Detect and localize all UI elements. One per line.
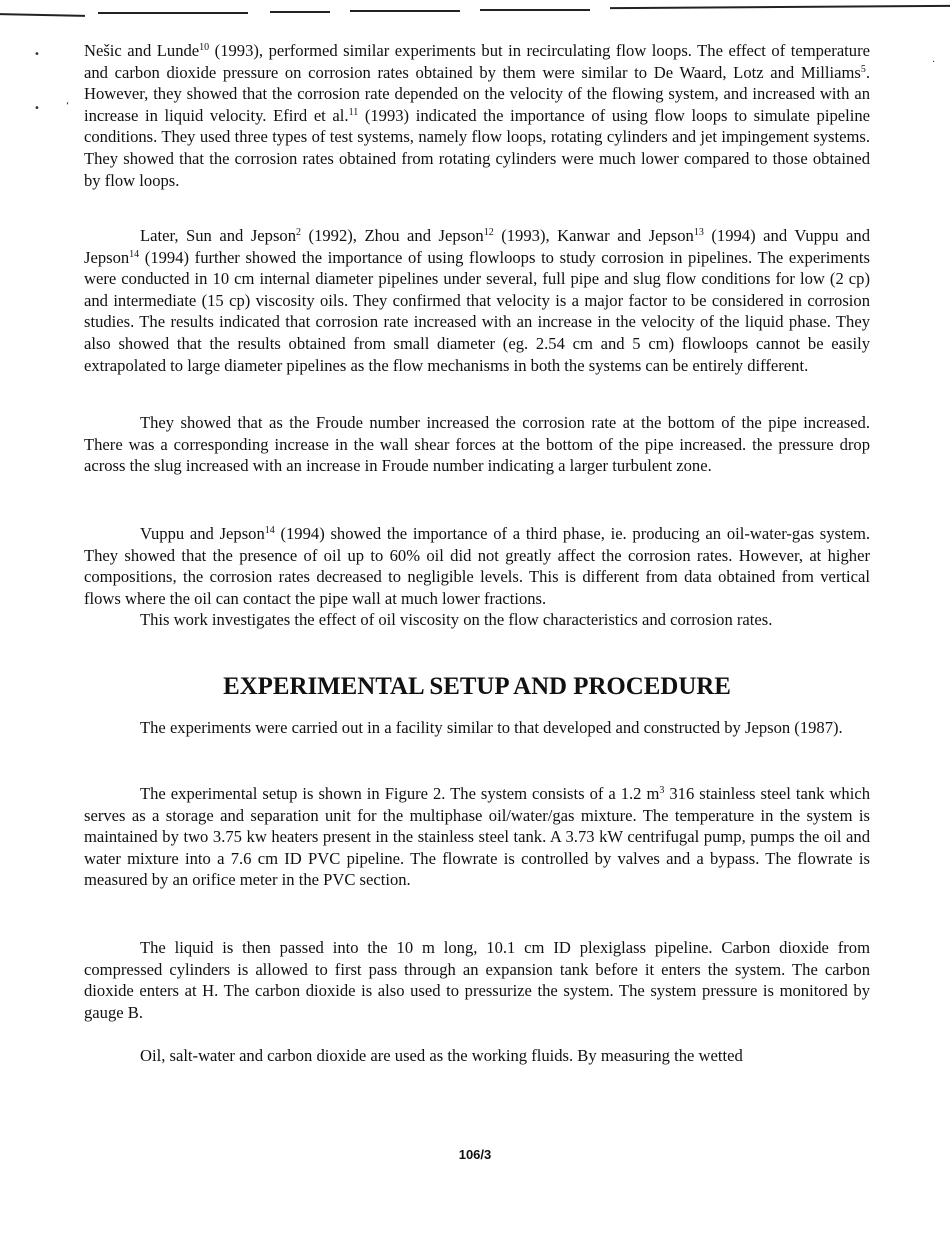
paragraph <box>84 1045 870 1067</box>
paragraph <box>84 609 870 631</box>
text-run: (1993), performed similar experiments but in recirculating flow loops. The effect of temperature and carbon dioxide pressure on corrosion rates obtained by them were similar to De Waard, Lotz and Milliams <box>84 41 870 82</box>
scan-speck: • <box>34 103 40 114</box>
paragraph <box>84 412 870 477</box>
scan-top-rule <box>480 9 590 11</box>
footnote-ref: 5 <box>860 63 866 75</box>
paragraph <box>84 523 870 609</box>
scan-speck: · <box>932 57 936 68</box>
scan-speck: • <box>34 49 40 60</box>
text-run: Vuppu and Jepson <box>140 524 265 543</box>
text-run: (1994) and Vuppu and Jepson <box>84 226 871 267</box>
footnote-ref: 3 <box>659 785 665 796</box>
text-run: (1994) showed the importance of a third phase, ie. producing an oil-water-gas system. They showed that the presence of oil up to 60% oil did not greatly affect the corrosion rates. However, at higher compositions, the corrosion rates decreased to negligible levels. This is different from data obtained from vertical flows where the oil can contact the pipe wall at much lower fractions. <box>84 524 870 608</box>
footnote-ref: 12 <box>483 227 494 238</box>
footnote-ref: 11 <box>348 106 359 118</box>
scan-top-rule <box>350 10 460 12</box>
text-run: 316 stainless steel tank which serves as a storage and separation unit for the multiphase oil/water/gas mixture. The temperature in the system is maintained by two 3.75 kw heaters present in the stainless steel tank. A 3.73 kW centrifugal pump, pumps the oil and water mixture into a 7.6 cm ID PVC pipeline. The flowrate is controlled by valves and a bypass. The flowrate is measured by an orifice meter in the PVC section. <box>84 784 870 890</box>
text-run: The liquid is then passed into the 10 m long, 10.1 cm ID plexiglass pipeline. Carbon dioxide from compressed cylinders is allowed to first pass through an expansion tank before it enters the system. The carbon dioxide enters at H. The carbon dioxide is also used to pressurize the system. The system pressure is monitored by gauge B. <box>84 938 870 1022</box>
text-run: (1993), Kanwar and Jepson <box>493 226 694 245</box>
text-run: This work investigates the effect of oil viscosity on the flow characteristics and corrosion rates. <box>140 610 773 629</box>
paragraph <box>84 225 870 376</box>
paragraph <box>84 40 870 191</box>
text-run: Nešic and Lunde <box>84 41 200 60</box>
text-run: . However, they showed that the corrosion rate depended on the velocity of the flowing system, and increased with an increase in liquid velocity. Efird et al. <box>84 62 870 125</box>
scan-top-rule <box>0 13 85 17</box>
footnote-ref: 13 <box>693 227 704 238</box>
text-run: (1993) indicated the importance of using flow loops to simulate pipeline conditions. They used three types of test systems, namely flow loops, rotating cylinders and jet impingement systems. They showed that the corrosion rates obtained from rotating cylinders were much lower compared to those obtained by flow loops. <box>84 105 870 190</box>
footnote-ref: 10 <box>199 42 210 53</box>
scan-top-rule <box>610 5 950 9</box>
text-run: The experiments were carried out in a facility similar to that developed and constructed by Jepson (1987). <box>140 718 843 737</box>
section-heading: EXPERIMENTAL SETUP AND PROCEDURE <box>223 673 731 700</box>
text-run: The experimental setup is shown in Figure 2. The system consists of a 1.2 m <box>140 784 660 803</box>
footnote-ref: 14 <box>129 248 140 260</box>
footnote-ref: 14 <box>264 525 275 536</box>
paragraph <box>84 937 870 1023</box>
text-run: (1992), Zhou and Jepson <box>301 226 484 245</box>
text-run: Oil, salt-water and carbon dioxide are used as the working fluids. By measuring the wetted <box>140 1046 743 1065</box>
paragraph <box>84 783 870 891</box>
scan-speck: ‘ <box>66 101 70 112</box>
text-run: (1994) further showed the importance of using flowloops to study corrosion in pipelines. The experiments were conducted in 10 cm internal diameter pipelines under several, full pipe and slug flow conditions for low (2 cp) and intermediate (15 cp) viscosity oils. They confirmed that velocity is a major factor to be considered in corrosion studies. The results indicated that corrosion rate increased with an increase in the velocity of the liquid phase. They also showed that the results obtained from small diameter (eg. 2.54 cm and 5 cm) flowloops cannot be easily extrapolated to large diameter pipelines as the flow mechanisms in both the systems can be entirely different. <box>84 247 870 375</box>
footnote-ref: 2 <box>296 227 302 238</box>
page-number: 106/3 <box>458 1147 492 1162</box>
scan-top-rule <box>98 12 248 14</box>
paragraph <box>84 717 870 739</box>
scan-top-rule <box>270 11 330 13</box>
text-run: They showed that as the Froude number increased the corrosion rate at the bottom of the pipe increased. There was a corresponding increase in the wall shear forces at the bottom of the pipe increased. the pressure drop across the slug increased with an increase in Froude number indicating a larger turbulent zone. <box>84 413 870 476</box>
text-run: Later, Sun and Jepson <box>140 226 297 245</box>
